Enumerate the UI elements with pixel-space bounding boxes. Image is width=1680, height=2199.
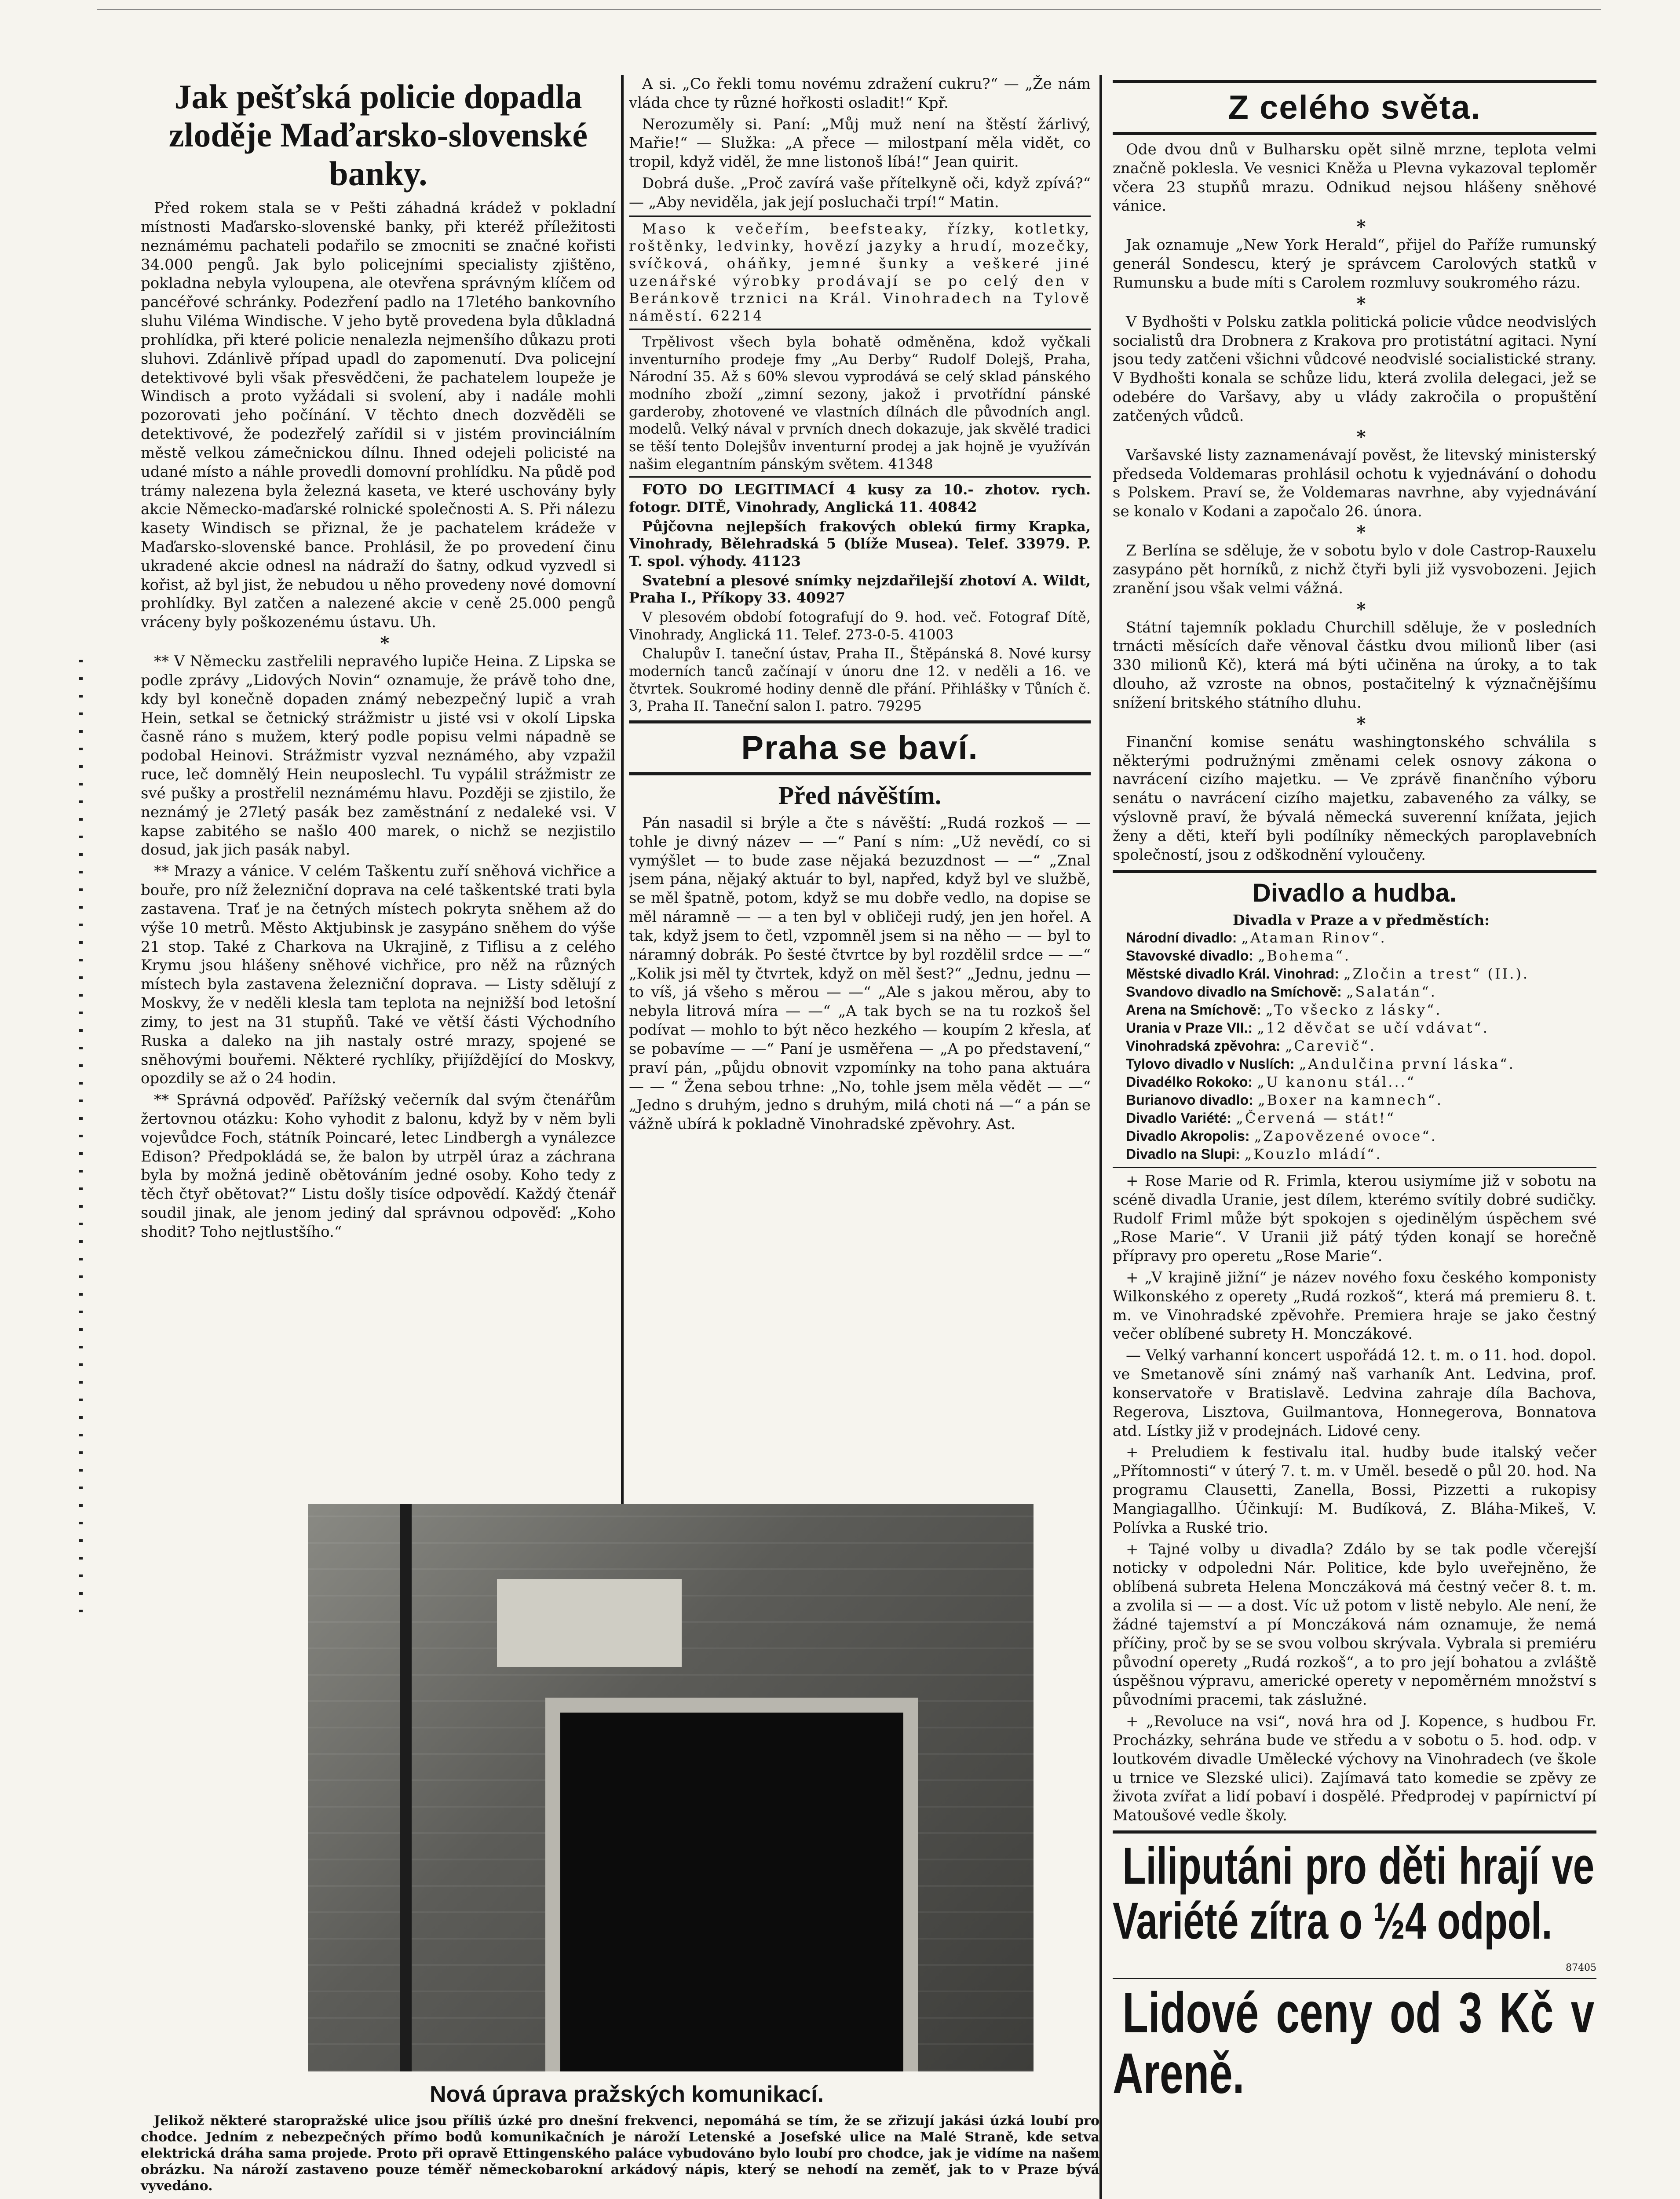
theatre-play: „Ataman Rinov“. xyxy=(1241,929,1387,946)
photo-archway xyxy=(545,1698,918,2071)
caption-title: Nová úprava pražských komunikací. xyxy=(430,2082,824,2107)
page-top-border xyxy=(97,9,1601,10)
theatre-play: „12 děvčat se učí vdávat“. xyxy=(1257,1019,1489,1037)
divider xyxy=(629,720,1091,723)
separator-star: * xyxy=(1356,599,1366,620)
theatre-play: „To všecko z lásky“. xyxy=(1265,1001,1442,1019)
joke-singing: Dobrá duše. „Proč zavírá vaše přítelkyně oči, když zpívá?“ — „Aby neviděla, jak její posluchači trpí!“ Matin. xyxy=(629,175,1091,211)
theatre-play: „Červená — stát!“ xyxy=(1236,1109,1396,1126)
divider xyxy=(1113,132,1596,135)
theatre-venue: Národní divadlo: xyxy=(1126,930,1237,946)
theatre-play: „Boxer na kamnech“. xyxy=(1257,1092,1443,1109)
world-churchill: Státní tajemník pokladu Churchill sděluje, že v posledních trnácti měsících daře věnoval částku dvou milionů liber (asi 330 milionů Kč), která má býti učiněna na úroky, a to tak dlouho, až vzroste na obnos, postačitelný k význačnějšímu snížení britského státního dluhu. xyxy=(1113,618,1596,712)
ad-lidove-ceny: Lidové ceny od 3 Kč v Areně. xyxy=(1113,1982,1595,2105)
music-italian-evening: + Preludiem k festivalu ital. hudby bude italský večer „Přítomnosti“ v úterý 7. t. m. v Uměl. besedě o půl 20. hod. Na programu Clausetti, Zanella, Bossi, Pizzetti a rukopisy Mangiagallho. Účinkují: M. Budíková, Z. Bláha-Mikeš, V. Polívka a Ruské trio. xyxy=(1113,1443,1596,1537)
theatre-venue: Divadlo na Slupi: xyxy=(1126,1146,1240,1162)
divider xyxy=(1113,1978,1596,1979)
theatre-venue: Městské divadlo Král. Vinohrad: xyxy=(1126,966,1339,982)
divider xyxy=(1113,1167,1596,1168)
ad-liliputani: Liliputáni pro děti hrají ve Variété zítra o ½4 odpol. xyxy=(1113,1839,1595,1951)
theatre-venue: Burianovo divadlo: xyxy=(1126,1092,1253,1108)
theatre-row xyxy=(1113,1127,1596,1145)
column-middle xyxy=(629,75,1091,1522)
divider xyxy=(629,772,1091,775)
story-title: Před návěštím. xyxy=(778,781,942,810)
divider xyxy=(629,216,1091,217)
theatre-play: „Kouzlo mládí“. xyxy=(1244,1145,1382,1162)
separator-star: * xyxy=(1356,293,1366,314)
world-senate: Finanční komise senátu washingtonského schválila s některými podružnými změnami celek osnovy zákona o navrácení cizího majetku. — Ve zprávě finančního výboru senátu o navrácení cizího majetku, zabaveného za války, se výslovně praví, že bývalá německá suverenní knížata, jejich ženy a děti, kteří byli podílníky německých paroplavebních společností, jsou z odškodnění vyloučeny. xyxy=(1113,733,1596,864)
article-bank-theft: Před rokem stala se v Pešti záhadná krádež v pokladní místnosti Maďarsko-slovenské banky, při kteréž příležitosti neznámému pachateli podařilo se zmocniti se značné kořisti 34.000 pengů. Jak bylo policejními specialisty zjištěno, pokladna nebyla vyloupena, ale otevřena správným klíčem od pancéřové schránky. Podezření padlo na 17letého bankovního sluhu Viléma Windische. V jeho bytě provedena byla důkladná prohlídka, při které policie nenalezla nejmenšího důkazu proti sluhovi. Zdánlivě případ upadl do zapomenutí. Dva policejní detektivové byli však přesvědčeni, že pachatelem loupeže je Windisch a proto vyžádali si svolení, aby i nadále mohli pozorovati jeho počínání. V těchto dnech dozvěděli se detektivové, že podezřelý zařídil si v jistém provinciálním městě velkou zámečnickou dílnu. Ihned odejeli policisté na udané místo a náhle provedli domovní prohlídku. Na půdě pod trámy nalezena byla železná kaseta, ve které uschovány byly akcie Německo-maďarské rolnické společnosti A. S. Při nálezu kasety Windisch se přiznal, že je pachatelem krádeže v Maďarsko-slovenské bance. Prohlásil, že po provedení činu ukradené akcie odnesl na nádraží do šatny, odkud vyzvedl si kořist, až byl jist, že nebudou u něho provedeny nové domovní prohlídky. Byl zatčen a nalezené akcie v ceně 25.000 pengů vráceny byly poškozenému ústavu. Uh. xyxy=(141,199,616,632)
theatre-venue: Urania v Praze VII.: xyxy=(1126,1020,1253,1036)
caption-text: Jelikož některé staropražské ulice jsou příliš úzké pro dnešní frekvenci, nepomáhá se tím, že se zřizují jakási úzká loubí pro chodce. Jedním z nebezpečných přímo bodů komunikačních je nároží Letenské a Josefské ulice na Malé Straně, kde setva elektrická dráha sama projede. Proto při opravě Ettingenského paláce vybudováno bylo loubí pro chodce, jak je vidíme na našem obrázku. Na nároží zastaveno pouze téměř německobarokní arkádový nápis, který se nehodí na zeměť, jak to v Praze bývá vyvedáno. xyxy=(141,2113,1099,2194)
divider xyxy=(1113,870,1596,873)
theatre-play: „Andulčina první láska“. xyxy=(1299,1056,1515,1073)
headline-police: Jak pešťská policie dopadla zloděje Maďarsko-slovenské banky. xyxy=(169,77,588,193)
world-bydgoszcz: V Bydhošti v Polsku zatkla politická policie vůdce neodvislých socialistů dra Drobnera z Krakova pro protistátní agitaci. Nyní jsou tedy zatčeni všichni vůdcové neodvislé socialistické strany. V Bydhošti konala se schůze lidu, která zvolila delegaci, jež se odebére do Varšavy, aby u vlády zakročila o propuštění zatčených vůdců. xyxy=(1113,313,1596,425)
separator-star: * xyxy=(1356,426,1366,447)
theatre-play: „Zapovězené ovoce“. xyxy=(1254,1127,1437,1144)
theatre-play: „Bohema“. xyxy=(1258,947,1351,964)
separator-star: * xyxy=(380,633,390,654)
world-sondescu: Jak oznamuje „New York Herald“, přijel do Paříže rumunský generál Sondescu, který je správcem Carolových statků v Rumunsku a bude míti s Carolem rozmluvy soukromého rázu. xyxy=(1113,236,1596,292)
music-secret-vote: + Tajné volby u divadla? Zdálo by se tak podle včerejší noticky v odpoledni Nár. Politice, kde bylo uveřejněno, že oblíbená subreta Helena Monczáková má čestný večer 8. t. m. a zvolila si — — a dost. Víc už potom v listě nebylo. Ale není, že žádné tajemství a pí Monczáková nám oznamuje, že nemá příčiny, proč by se se svou volbou skrývala. Vybrala si premiéru původní operety „Rudá rozkoš“, a to pro její bohatou a zvláště úspěšnou výpravu, americké operety v nepoměrném množství s původními pracemi, tak záslužné. xyxy=(1113,1540,1596,1709)
theatre-play: „Zločin a trest“ (II.). xyxy=(1344,965,1530,983)
theatre-play: „Carevič“. xyxy=(1285,1037,1376,1055)
theatre-row xyxy=(1113,1145,1596,1163)
section-praha-se-bavi: Praha se baví. xyxy=(741,729,979,767)
street-photo xyxy=(308,1504,1034,2071)
theatre-venue: Arena na Smíchově: xyxy=(1126,1002,1261,1018)
ad-tailcoats: Půjčovna nejlepších frakových oblekú firmy Krapka, Vinohrady, Bělehradská 5 (blíže Musea). Telef. 33979. P. T. spol. výhody. 41123 xyxy=(629,518,1091,570)
ad-code: 87405 xyxy=(1566,1962,1596,1973)
photo-caption xyxy=(141,2080,1099,2194)
separator-star: * xyxy=(1356,216,1366,237)
theatre-venue: Divadlo Akropolis: xyxy=(1126,1128,1250,1144)
music-krajina-jizni: + „V krajině jižní“ je název nového foxu českého komponisty Wilkonského z operety „Rudá rozkoš“, která má premieru 8. t. m. ve Vinohradské zpěvohře. Premiera hraje se jako čestný večer oblíbené subrety H. Monczákové. xyxy=(1113,1268,1596,1343)
divider xyxy=(629,476,1091,478)
ad-derby: Trpělivost všech byla bohatě odměněna, kdož vyčkali inventurního prodeje fmy „Au Derby“ Rudolf Dolejš, Praha, Národní 35. Až s 60% slevou vyprodává se celý sklad pánského modního zboží „zimní sezony, jakož i prvotřídní pánské garderoby, zhotovené ve vlastních dílnách dle původních angl. modelů. Velký nával v prvních dnech dokazuje, jak skvělé tradici se těší tento Dolejšův inventurní prodej a jak hojně je využíván našim elegantním pánským světem. 41348 xyxy=(629,333,1091,472)
theatre-venue: Tylovo divadlo v Nuslích: xyxy=(1126,1056,1295,1072)
world-bulgaria: Ode dvou dnů v Bulharsku opět silně mrzne, teplota velmi značně poklesla. Ve vesnici Kněža u Plevna vykazoval teploměr včera 23 stupňů mrazu. Odnikud nejsou hlášeny sněhové vánice. xyxy=(1113,141,1596,215)
theatre-play: „U kanonu stál...“ xyxy=(1257,1074,1416,1091)
section-z-celeho-sveta: Z celého světa. xyxy=(1228,89,1481,126)
music-revoluce: + „Revoluce na vsi“, nová hra od J. Kopence, s hudbou Fr. Procházky, sehrána bude ve středu a v sobotu o 5. hod. odp. v loutkovém divadle Umělecké výchovy na Vinohradech (ve škole u trnice ve Slezské ulici). Zajímavá tato komedie se zpěvy ze života zvířat a lidí pobaví i dospělé. Předprodej v papírnictví pí Matoušové vedle školy. xyxy=(1113,1713,1596,1825)
theatre-row xyxy=(1113,965,1596,983)
theatre-venue: Divadlo Variété: xyxy=(1126,1110,1232,1126)
theatre-row xyxy=(1113,1055,1596,1073)
ad-lidove-ceny-box xyxy=(1113,1983,1596,2106)
separator-star: * xyxy=(1356,713,1366,734)
theatre-venue: Divadélko Rokoko: xyxy=(1126,1074,1253,1090)
world-berlin: Z Berlína se sděluje, že v sobotu bylo v dole Castrop-Rauxelu zasypáno pět horníků, z nichž čtyři byli již vysvobozeni. Jejich zranění jsou však velmi vážná. xyxy=(1113,542,1596,597)
theatre-row xyxy=(1113,1109,1596,1127)
theatre-venue: Svandovo divadlo na Smíchově: xyxy=(1126,984,1342,1000)
theatre-row xyxy=(1113,1091,1596,1109)
theatre-row xyxy=(1113,1037,1596,1055)
theatre-play: „Salatán“. xyxy=(1346,983,1437,1001)
theatre-row xyxy=(1113,929,1596,947)
theatre-row xyxy=(1113,983,1596,1001)
separator-star: * xyxy=(1356,522,1366,543)
ad-liliputani-box xyxy=(1113,1839,1596,1962)
divider xyxy=(1113,1830,1596,1834)
ad-ball-photos: V plesovém období fotografují do 9. hod. več. Fotograf Dítě, Vinohrady, Anglická 11. Telef. 273-0-5. 41003 xyxy=(629,608,1091,643)
column-left xyxy=(141,75,616,1522)
article-frost: ** Mrazy a vánice. V celém Taškentu zuří sněhová vichřice a bouře, pro níž železniční doprava na celé taškentské trati byla zastavena. Trať je na četných místech pokryta sněhem až do výše 10 metrů. Město Aktjubinsk je zasypáno sněhem do výše 21 stop. Také z Charkova na Ukrajině, z Tiflisu a z celého Krymu jsou hlášeny sněhové vichřice, pro něž na různých místech byla zastavena železniční doprava. — Listy sdělují z Moskvy, že v neděli klesla tam teplota na nejnižší bod letošní zimy, to jest na 31 stupňů. Také ve větší části Východního Ruska a daleko na jih nastaly ostré mrazy, spojené se sněhovými bouřemi. Některé rychlíky, přijíždějící do Moskvy, opozdily se až o 24 hodin. xyxy=(141,862,616,1088)
theatre-subtitle: Divadla v Praze a v předměstích: xyxy=(1232,911,1490,928)
photo-wall-sign xyxy=(497,1579,682,1667)
music-rose-marie: + Rose Marie od R. Frimla, kterou usiymíme již v sobotu na scéně divadla Uranie, jest dílem, kterémo svítily dobré sudičky. Rudolf Friml může být spokojen s ojedinělým úspěchem své „Rose Marie“. V Uranii již pátý týden konají se horečně přípravy pro operetu „Rose Marie“. xyxy=(1113,1172,1596,1265)
photo-drainpipe xyxy=(400,1504,412,2071)
music-organ-concert: — Velký varhanní koncert uspořádá 12. t. m. o 11. hod. dopol. ve Smetanově síni známý naš varhaník Ant. Ledvina, prof. konservatoře v Bratislavě. Ledvina zahraje díla Bachova, Regerova, Lisztova, Guilmantova, Honnegerova, Bonnatova atd. Lístky již v prodejnách. Lidové ceny. xyxy=(1113,1347,1596,1440)
world-voldemaras: Varšavské listy zaznamenávají pověst, že litevský ministerský předseda Voldemaras prohlásil ochotu k vyjednávání o dohodu s Polskem. Praví se, že Voldemaras navrhne, aby vyjednávání se konalo v Kodani a započalo 26. února. xyxy=(1113,446,1596,521)
theatre-row xyxy=(1113,1001,1596,1019)
joke-maid: Nerozuměly si. Paní: „Můj muž není na štěstí žárlivý, Mařie!“ — Služka: „A přece — milostpaní měla vidět, co tropil, když viděl, že mne listonoš líbá!“ Jean quirit. xyxy=(629,115,1091,171)
article-hein: ** V Německu zastřelili nepravého lupiče Heina. Z Lipska se podle zprávy „Lidových Novin“ oznamuje, že právě toho dne, kdy byl konečně dopaden známý nebezpečný lupič a vrah Hein, setkal se četnický strážmistr u jisté vsi v okolí Lipska časně ráno s mužem, který podle popisu velmi nápadně se podobal Heinovi. Strážmistr vyzval neznámého, aby vzpažil ruce, leč domnělý Hein neuposlechl. Tu vypálil strážmistr ze své pušky a prostřelil neznámému hlavu. Později se zjistilo, že neznámý je 27letý pasák bez zaměstnání z nedaleké vsi. V kapse zabitého se našlo 400 marek, o nichž se nezjistilo dosud, jak jich pasák nabyl. xyxy=(141,653,616,859)
article-answer: ** Správná odpověď. Pařížský večerník dal svým čtenářům žertovnou otázku: Koho vyhodit z balonu, když by v něm byli vojevůdce Foch, státník Poincaré, letec Lindbergh a vynálezce Edison? Předpokládá se, že balon by utrpěl úraz a záchrana byla by možná jedině obětováním jedné osoby. Koho tedy z těch čtyř obětovat?“ Listu došly tisíce odpovědí. Každý čtenář soudil jinak, ale jenom jediný dal správnou odpověď: „Koho shodit? Toho nejtlustšího.“ xyxy=(141,1091,616,1241)
theatre-row xyxy=(1113,1073,1596,1091)
theatre-row xyxy=(1113,947,1596,965)
theatre-venue: Vinohradská zpěvohra: xyxy=(1126,1038,1281,1054)
column-rule-1 xyxy=(621,75,624,1522)
theatre-list xyxy=(1113,929,1596,1163)
divider xyxy=(1113,80,1596,83)
column-rule-2 xyxy=(1099,75,1102,2199)
column-right xyxy=(1113,75,1596,2199)
ad-dance-school: Chalupův I. taneční ústav, Praha II., Štěpánská 8. Nové kursy moderních tanců začínají v únoru dne 12. v neděli a 16. ve čtvrtek. Soukromé hodiny denně dle přání. Přihlášky v Tůních č. 3, Praha II. Taneční salon I. patro. 79295 xyxy=(629,645,1091,715)
ad-photo-id: FOTO DO LEGITIMACÍ 4 kusy za 10.- zhotov. rych. fotogr. DITĚ, Vinohrady, Anglická 11. 40842 xyxy=(629,481,1091,515)
section-divadlo-a-hudba: Divadlo a hudba. xyxy=(1252,878,1457,907)
joke-sugar: A si. „Co řekli tomu novému zdražení cukru?“ — „Že nám vláda chce ty různé hořkosti osladit!“ Kpř. xyxy=(629,75,1091,112)
theatre-row xyxy=(1113,1019,1596,1037)
theatre-venue: Stavovské divadlo: xyxy=(1126,948,1253,964)
scan-edge-marks xyxy=(79,660,83,1627)
ad-wedding-photos: Svatební a plesové snímky nejzdařilejší zhotoví A. Wildt, Praha I., Příkopy 33. 40927 xyxy=(629,572,1091,606)
divider xyxy=(629,329,1091,330)
story-text: Pán nasadil si brýle a čte s návěští: „Rudá rozkoš — — tohle je divný název — —“ Paní s ním: „Už nevědí, co si vymýšlet — to bude zase nějaká bezuzdnost — —“ „Znal jsem pána, nějaký aktuár to byl, napřed, když byl ve službě, se měl špatně, potom, když se mu dobře vedlo, na dopise se měl náramně — — a ten byl v obličeji rudý, jen jen hořel. A tak, když jsem to četl, vzpomněl jsem si na něho — — byl to náramný dobrák. Po šesté čtvrtce by byl rozdělil srdce — —“ „Kolik jsi měl ty čtvrtek, když on měl šest?“ „Jednu, jednu — to víš, já všeho s měrou — —“ „Ale s jakou měrou, aby to nebyla litrová míra — —“ „A tak bych se na tu rozkoš šel podívat — mohlo to být něco hezkého — koupím 2 křesla, ať se pobavíme — —“ Paní je usměřena — „A po představení,“ praví pán, „půjdu obnovit vzpomínky na toho pana aktuára — — “ Žena sebou trhne: „No, tohle jsem měla vědět — —“ „Jedno s druhým, jedno s druhým, milá choti ná —“ a pán se vážně ubírá k pokladně Vinohradské zpěvohry. Ast. xyxy=(629,814,1091,1133)
ad-meat: Maso k večeřím, beefsteaky, řízky, kotletky, roštěnky, ledvinky, hovězí jazyky a hrudí, mozečky, svíčková, oháňky, jemné šunky a veškeré jiné uzenářské výrobky prodávají se po celý den v Beránkově trznici na Král. Vinohradech na Tylově náměstí. 62214 xyxy=(629,220,1091,325)
